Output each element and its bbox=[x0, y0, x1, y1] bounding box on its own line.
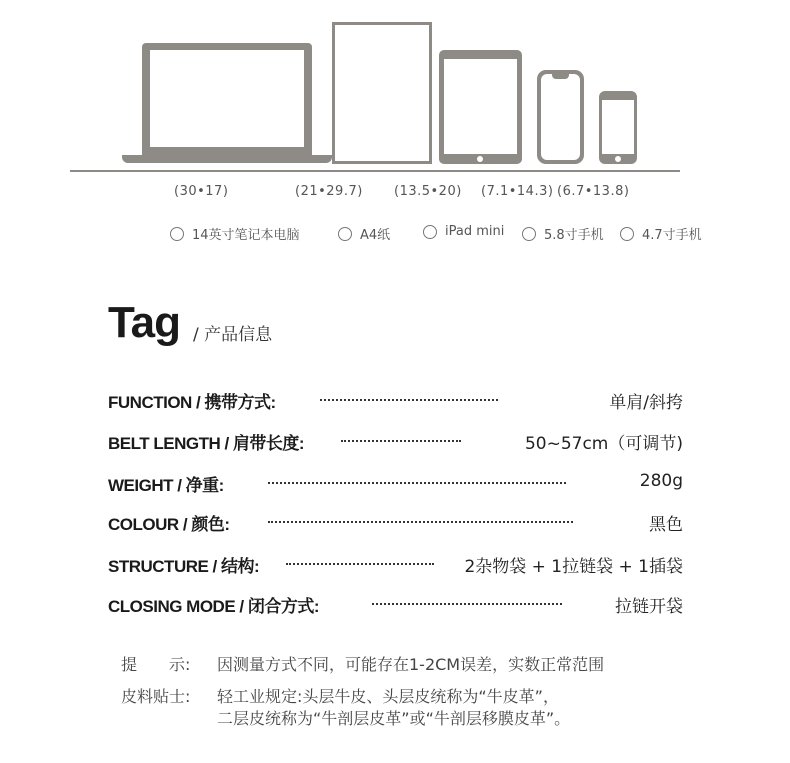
option-ipad-mini[interactable] bbox=[423, 224, 504, 239]
spec-row-colour bbox=[108, 510, 683, 534]
leather-label: 皮料贴士: bbox=[121, 687, 191, 706]
phone-large-icon bbox=[537, 70, 584, 164]
baseline-divider bbox=[70, 170, 680, 172]
spec-value: 拉链开袋 bbox=[615, 597, 683, 617]
option-phone-small[interactable] bbox=[620, 224, 702, 243]
spec-row-weight bbox=[108, 471, 683, 495]
spec-row-function bbox=[108, 388, 683, 412]
option-label: 5.8寸手机 bbox=[544, 228, 604, 243]
phone-large-size-label: (7.1•14.3) bbox=[481, 184, 554, 199]
laptop-icon bbox=[122, 43, 332, 165]
spec-value: 50~57cm（可调节) bbox=[524, 434, 683, 454]
option-laptop[interactable] bbox=[170, 224, 300, 243]
dotted-leader bbox=[268, 482, 566, 484]
spec-row-belt-length bbox=[108, 429, 683, 453]
device-size-comparison bbox=[0, 0, 790, 260]
spec-value: 单肩/斜挎 bbox=[609, 393, 683, 413]
dotted-leader bbox=[372, 603, 562, 605]
option-label: 4.7寸手机 bbox=[642, 228, 702, 243]
spec-label: FUNCTION / 携带方式: bbox=[108, 393, 276, 412]
phone-small-size-label: (6.7•13.8) bbox=[557, 184, 630, 199]
a4-size-label: (21•29.7) bbox=[295, 184, 363, 199]
dotted-leader bbox=[286, 563, 434, 565]
tag-subtitle: / 产品信息 bbox=[193, 325, 273, 345]
spec-row-structure bbox=[108, 552, 683, 576]
spec-label: COLOUR / 颜色: bbox=[108, 515, 230, 534]
spec-value: 280g bbox=[639, 471, 683, 491]
phone-small-icon bbox=[599, 91, 637, 164]
tag-title: Tag bbox=[108, 298, 180, 347]
spec-label: WEIGHT / 净重: bbox=[108, 476, 224, 495]
radio-circle-icon[interactable] bbox=[170, 227, 184, 241]
laptop-size-label: (30•17) bbox=[174, 184, 229, 199]
option-label: A4纸 bbox=[360, 228, 391, 243]
dotted-leader bbox=[341, 440, 461, 442]
dotted-leader bbox=[268, 521, 573, 523]
spec-label: CLOSING MODE / 闭合方式: bbox=[108, 597, 319, 616]
ipad-size-label: (13.5•20) bbox=[394, 184, 462, 199]
spec-label: STRUCTURE / 结构: bbox=[108, 557, 260, 576]
option-label: iPad mini bbox=[445, 224, 505, 239]
radio-circle-icon[interactable] bbox=[522, 227, 536, 241]
spec-label: BELT LENGTH / 肩带长度: bbox=[108, 434, 305, 453]
spec-value: 黑色 bbox=[649, 515, 683, 535]
option-a4[interactable] bbox=[338, 224, 390, 243]
radio-circle-icon[interactable] bbox=[620, 227, 634, 241]
option-phone-large[interactable] bbox=[522, 224, 604, 243]
dotted-leader bbox=[320, 399, 498, 401]
ipad-mini-icon bbox=[439, 50, 522, 164]
leather-text-line-2: 二层皮统称为“牛剖层皮革”或“牛剖层移膜皮革”。 bbox=[217, 709, 571, 728]
option-label: 14英寸笔记本电脑 bbox=[192, 228, 300, 243]
radio-circle-icon[interactable] bbox=[338, 227, 352, 241]
tip-label: 提 示: bbox=[121, 655, 191, 674]
spec-row-closing-mode bbox=[108, 592, 683, 616]
leather-text-line-1: 轻工业规定:头层牛皮、头层皮统称为“牛皮革”， bbox=[217, 687, 559, 706]
spec-value: 2杂物袋 + 1拉链袋 + 1插袋 bbox=[464, 557, 683, 577]
tip-text: 因测量方式不同，可能存在1-2CM误差，实数正常范围 bbox=[217, 655, 605, 674]
radio-circle-icon[interactable] bbox=[423, 225, 437, 239]
a4-paper-icon bbox=[332, 22, 432, 164]
